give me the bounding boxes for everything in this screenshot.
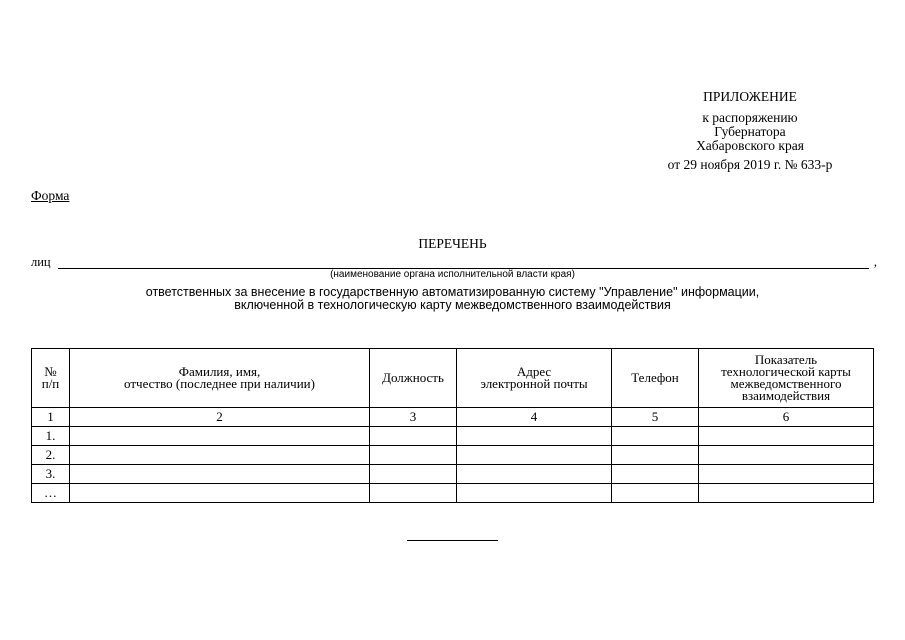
column-number: 2 xyxy=(70,408,370,427)
table-cell xyxy=(370,484,457,503)
table-cell xyxy=(370,465,457,484)
description-line-1: ответственных за внесение в государственную автоматизированную систему "Управление" информации, xyxy=(145,285,760,299)
header-indicator: Показатель технологической карты межведомственного взаимодействия xyxy=(699,349,874,408)
appendix-line-order: к распоряжению xyxy=(702,110,798,125)
description-line-2: включенной в технологическую карту межведомственного взаимодействия xyxy=(234,298,671,312)
appendix-line-governor: Губернатора xyxy=(714,124,786,139)
table-cell xyxy=(457,484,612,503)
appendix-date: от 29 ноября 2019 г. № 633-р xyxy=(667,157,833,172)
table-cell xyxy=(699,484,874,503)
header-position: Должность xyxy=(370,349,457,408)
form-label: Форма xyxy=(31,188,70,203)
list-description xyxy=(0,286,905,312)
table-cell xyxy=(70,427,370,446)
table-cell xyxy=(70,465,370,484)
header-email: Адрес электронной почты xyxy=(457,349,612,408)
table-cell xyxy=(699,465,874,484)
table-cell xyxy=(457,446,612,465)
row-number: 2. xyxy=(32,446,70,465)
table-cell xyxy=(70,484,370,503)
column-number: 6 xyxy=(699,408,874,427)
table-cell xyxy=(457,465,612,484)
table-cell xyxy=(699,427,874,446)
table-cell xyxy=(699,446,874,465)
table-row xyxy=(32,484,874,503)
row-number: 3. xyxy=(32,465,70,484)
responsible-persons-table xyxy=(31,348,874,503)
end-of-document-line xyxy=(407,540,498,541)
column-number: 4 xyxy=(457,408,612,427)
header-full-name: Фамилия, имя, отчество (последнее при наличии) xyxy=(70,349,370,408)
persons-prefix: лиц xyxy=(31,255,51,269)
table-cell xyxy=(612,465,699,484)
table-row xyxy=(32,427,874,446)
column-number: 1 xyxy=(32,408,70,427)
persons-comma: , xyxy=(873,255,877,269)
authority-name-caption: (наименование органа исполнительной власти края) xyxy=(330,269,575,280)
header-phone: Телефон xyxy=(612,349,699,408)
table-cell xyxy=(70,446,370,465)
table-cell xyxy=(612,446,699,465)
column-number: 5 xyxy=(612,408,699,427)
appendix-title: ПРИЛОЖЕНИЕ xyxy=(703,89,797,104)
column-number: 3 xyxy=(370,408,457,427)
row-number: … xyxy=(32,484,70,503)
table-cell xyxy=(457,427,612,446)
table-cell xyxy=(370,427,457,446)
header-row xyxy=(32,349,874,408)
table-cell xyxy=(612,484,699,503)
document-title: ПЕРЕЧЕНЬ xyxy=(418,236,487,251)
column-numbering-row xyxy=(32,408,874,427)
table-row xyxy=(32,465,874,484)
table-cell xyxy=(370,446,457,465)
appendix-block xyxy=(640,90,860,172)
row-number: 1. xyxy=(32,427,70,446)
appendix-line-region: Хабаровского края xyxy=(696,138,804,153)
table-cell xyxy=(612,427,699,446)
table-row xyxy=(32,446,874,465)
header-number: № п/п xyxy=(32,349,70,408)
